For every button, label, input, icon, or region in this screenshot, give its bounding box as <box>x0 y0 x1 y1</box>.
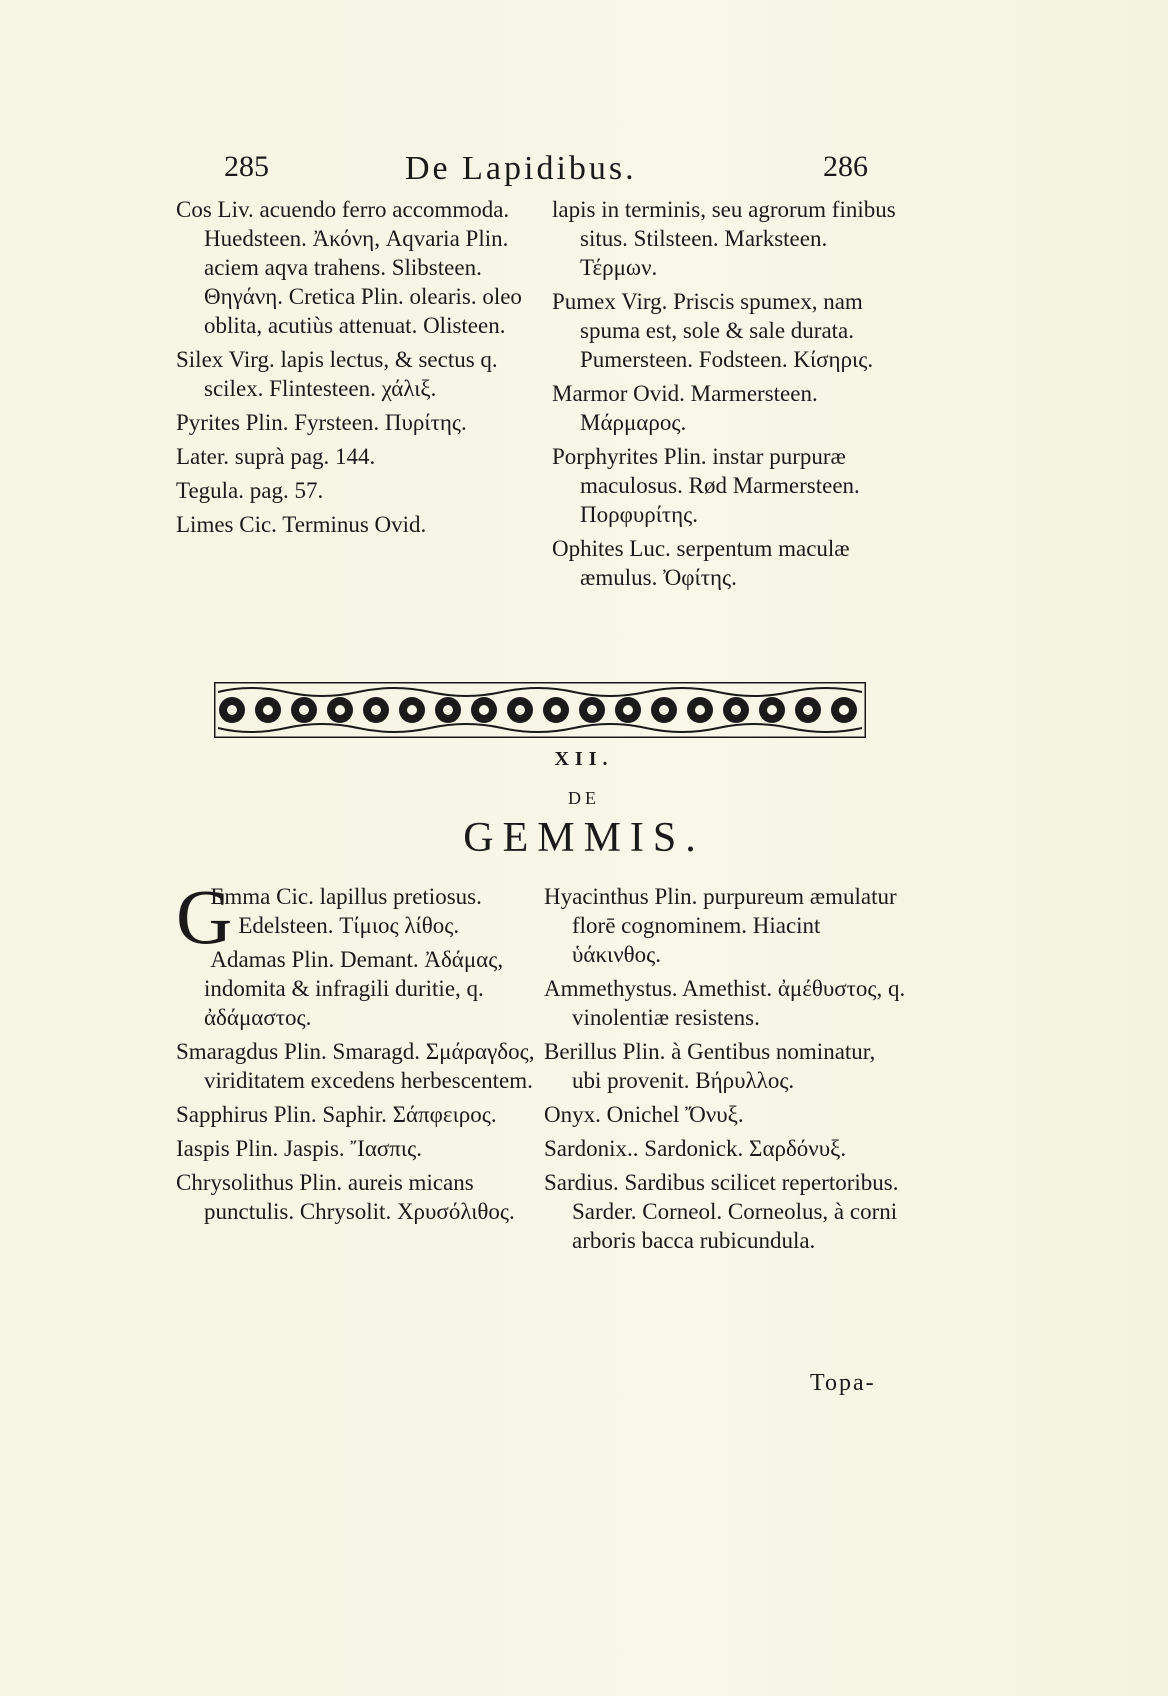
entry-ammethystus: Ammethystus. Amethist. ἀμέθυστος, q. vinolentiæ resistens. <box>544 976 906 1030</box>
column-left-bottom <box>176 873 546 1231</box>
entry-sardonix: Sardonix.. Sardonick. Σαρδόνυξ. <box>544 1136 847 1161</box>
entry-later: Later. suprà pag. 144. <box>176 444 376 469</box>
section-number: XII. <box>554 748 614 770</box>
running-title: De Lapidibus. <box>405 150 637 187</box>
entry-marmor: Marmor Ovid. Marmersteen. Μάρμαρος. <box>552 381 818 435</box>
entry-hyacinthus: Hyacinthus Plin. purpureum æmulatur florē cognominem. Hiacint ὑάκινθος. <box>544 884 897 967</box>
column-left-top <box>176 195 546 544</box>
entry-sardius: Sardius. Sardibus scilicet repertoribus. Sarder. Corneol. Corneolus, à corni arboris bacca rubicundula. <box>544 1170 899 1253</box>
entry-iaspis: Iaspis Plin. Jaspis. Ἴασπις. <box>176 1136 422 1161</box>
entry-gemma <box>176 873 546 960</box>
entry-limes: Limes Cic. Terminus Ovid. <box>176 512 427 537</box>
drop-cap: G <box>176 873 233 960</box>
entry-pumex: Pumex Virg. Priscis spumex, nam spuma est, sole & sale durata. Pumersteen. Fodsteen. Κίσηρις. <box>552 289 874 372</box>
entry-ophites: Ophites Luc. serpentum maculæ æmulus. Ὀφίτης. <box>552 536 850 590</box>
entry-pyrites: Pyrites Plin. Fyrsteen. Πυρίτης. <box>176 410 467 435</box>
page-header <box>0 150 1168 194</box>
entry-berillus: Berillus Plin. à Gentibus nominatur, ubi provenit. Βήρυλλος. <box>544 1039 876 1093</box>
entry-smaragdus: Smaragdus Plin. Smaragd. Σμάραγδος, viriditatem excedens herbescentem. <box>176 1039 535 1093</box>
entry-onyx: Onyx. Onichel Ὄνυξ. <box>544 1102 744 1127</box>
entry-chrysolithus: Chrysolithus Plin. aureis micans punctulis. Chrysolit. Χρυσόλιθος. <box>176 1170 515 1224</box>
entry-sapphirus: Sapphirus Plin. Saphir. Σάπφειρος. <box>176 1102 497 1127</box>
entry-limes-cont: lapis in terminis, seu agrorum finibus situs. Stilsteen. Marksteen. Τέρμων. <box>552 197 896 280</box>
column-right-top <box>552 195 908 597</box>
section-preposition: DE <box>568 788 600 808</box>
entry-adamas: Adamas Plin. Demant. Ἀδάμας, indomita & infragili duritie, q. ἀδάμαστος. <box>204 947 504 1030</box>
page-number-right: 286 <box>823 150 868 183</box>
entry-tegula: Tegula. pag. 57. <box>176 478 324 503</box>
entry-gemma-text: Emma Cic. lapillus pretiosus. Edelsteen. Τίμιος λίθος. <box>210 884 482 938</box>
page-number-left: 285 <box>224 150 269 183</box>
column-right-bottom <box>544 882 910 1260</box>
entry-cos: Cos Liv. acuendo ferro accommoda. Huedsteen. Ἀκόνη, Aqvaria Plin. aciem aqva trahens. Slibsteen. Θηγάνη. Cretica Plin. olearis. oleo oblita, acutiùs attenuat. Olisteen. <box>176 197 522 338</box>
decorative-ornament-band <box>214 682 866 738</box>
catchword: Topa- <box>810 1370 876 1396</box>
section-title: GEMMIS. <box>463 815 705 861</box>
entry-silex: Silex Virg. lapis lectus, & sectus q. scilex. Flintesteen. χάλιξ. <box>176 347 498 401</box>
entry-porphyrites: Porphyrites Plin. instar purpuræ maculosus. Rød Marmersteen. Πορφυρίτης. <box>552 444 860 527</box>
